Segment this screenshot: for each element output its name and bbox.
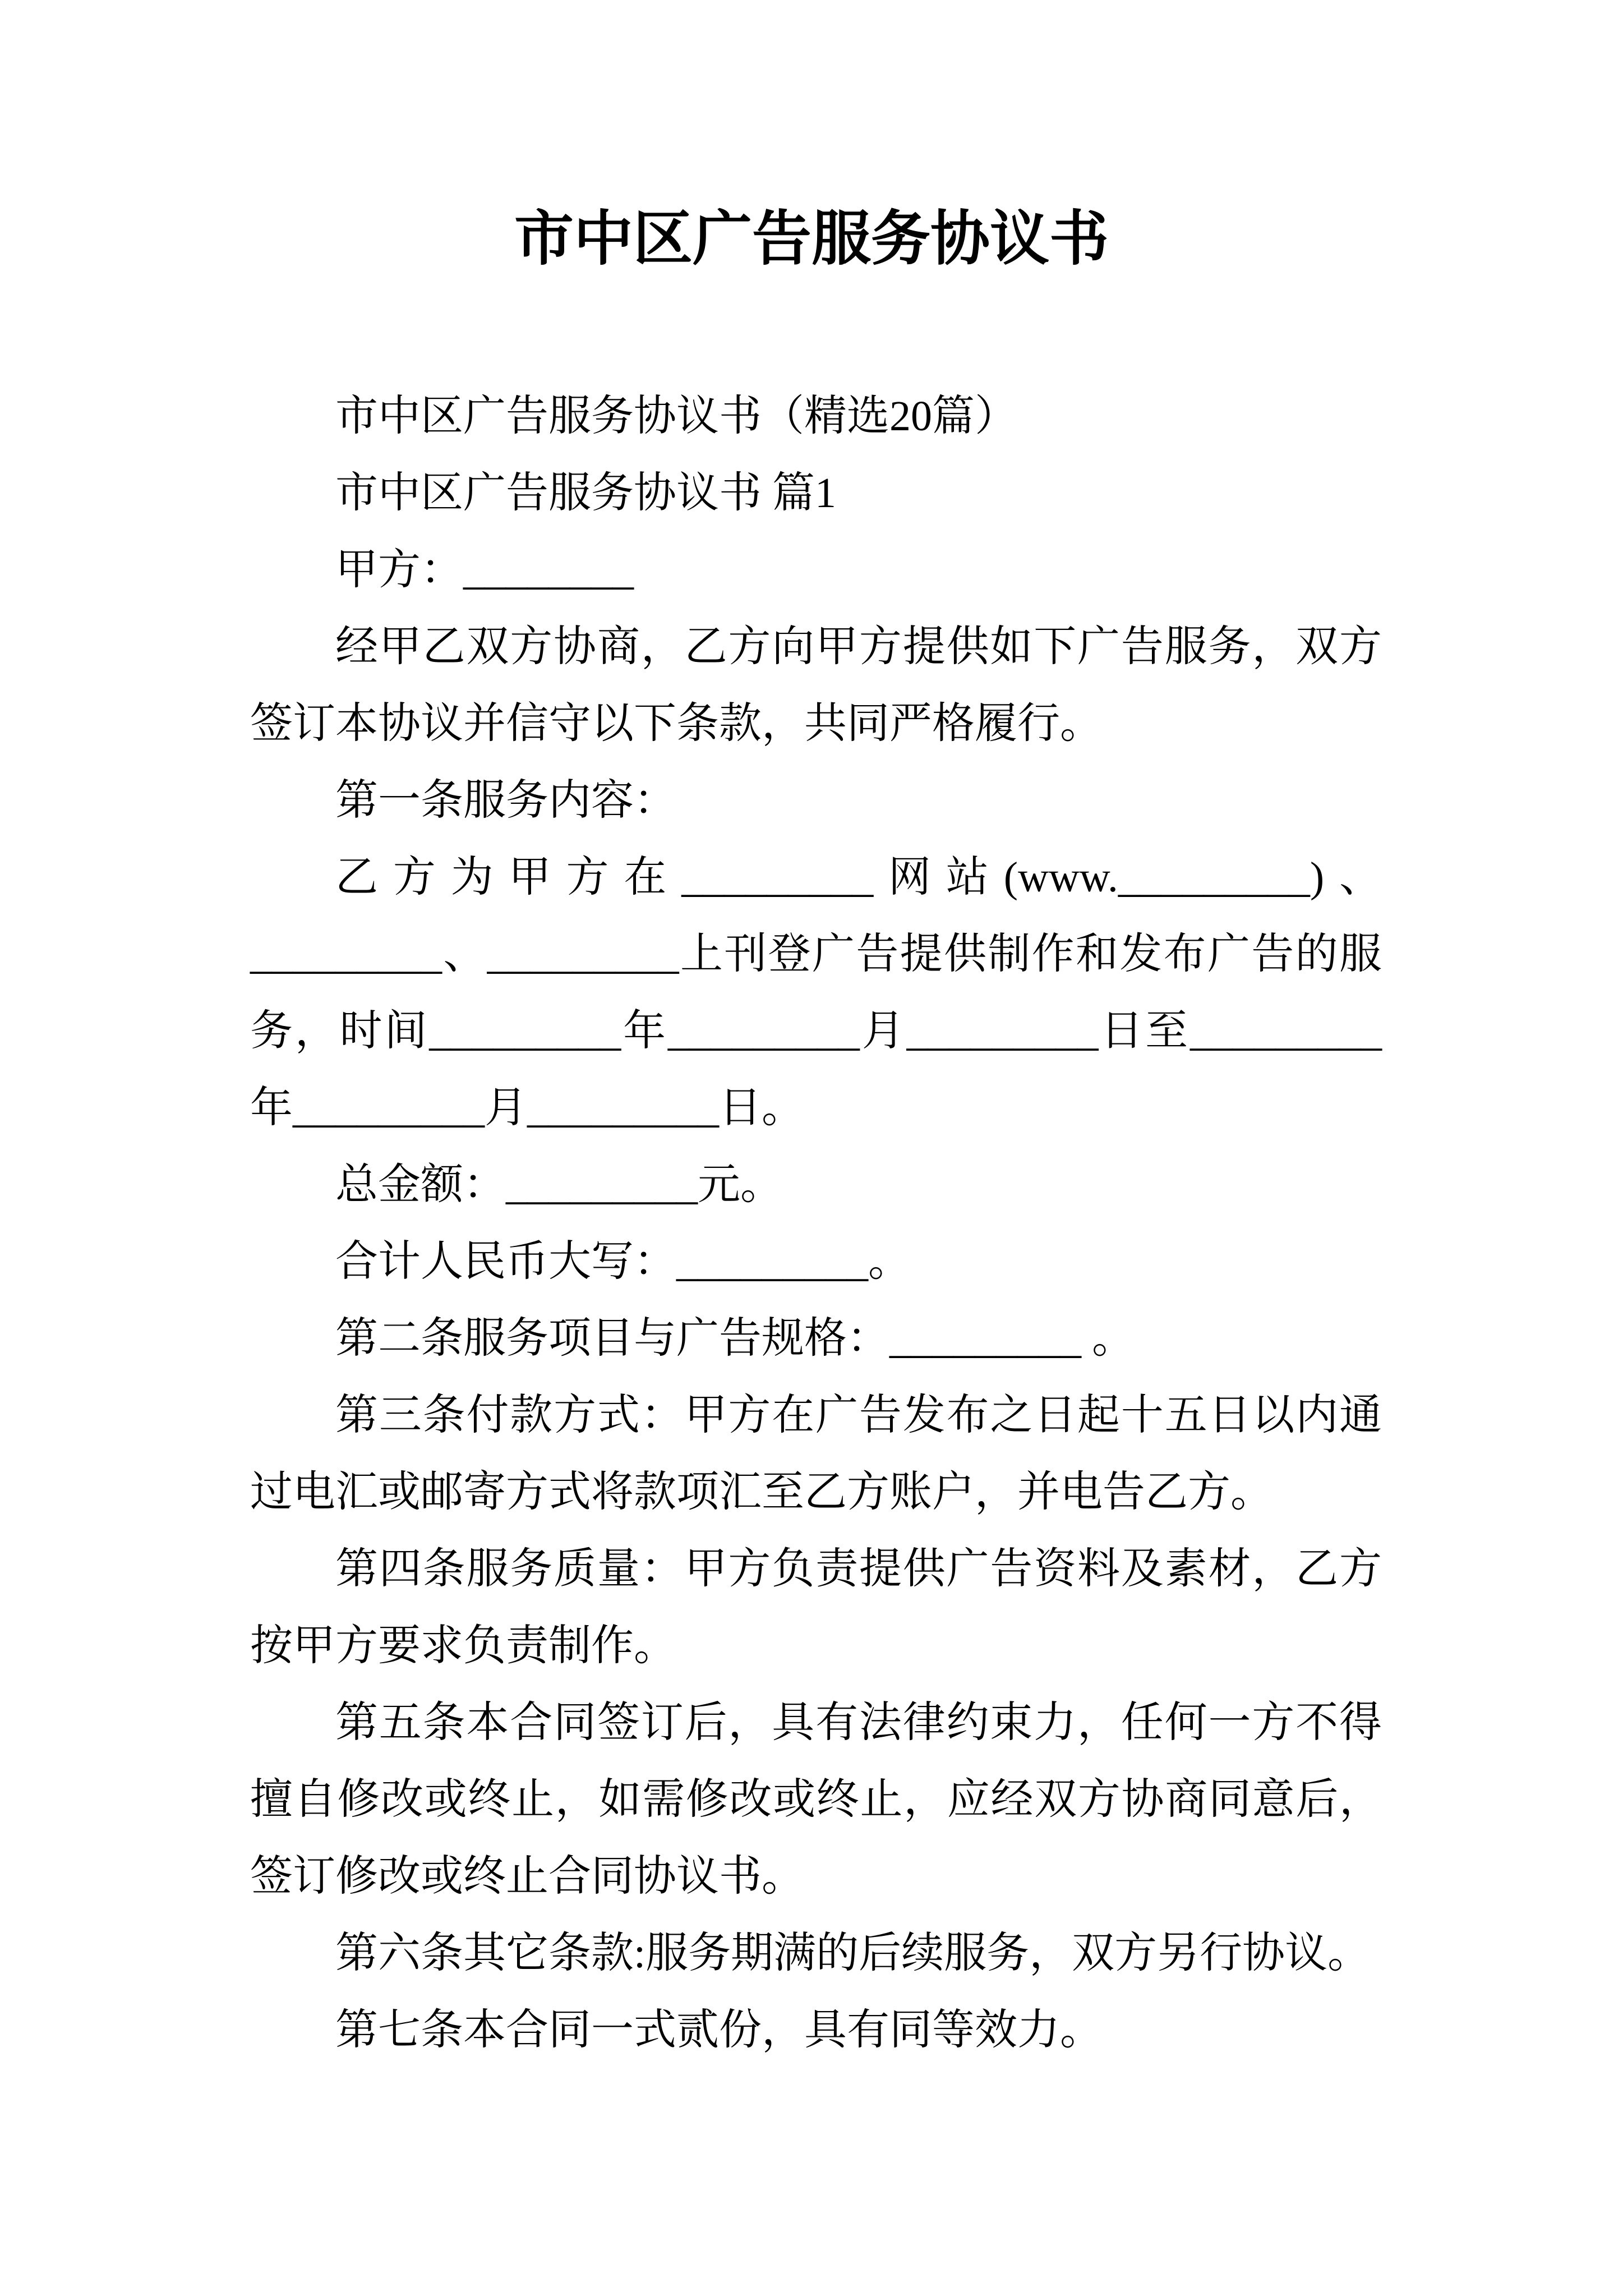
party-a-field: 甲方：________	[335, 546, 634, 593]
article-3: 第三条付款方式：甲方在广告发布之日起十五日以内通过电汇或邮寄方式将款项汇至乙方账户，并电告乙方。	[250, 1392, 1382, 1516]
collection-heading: 市中区广告服务协议书（精选20篇）	[335, 393, 1017, 440]
article-4: 第四条服务质量：甲方负责提供广告资料及素材，乙方按甲方要求负责制作。	[250, 1545, 1382, 1669]
article-2: 第二条服务项目与广告规格：_________ 。	[335, 1315, 1135, 1362]
article-6: 第六条其它条款:服务期满的后续服务，双方另行协议。	[335, 1930, 1371, 1977]
article-7: 第七条本合同一式贰份，具有同等效力。	[335, 2007, 1103, 2054]
article-1-content: 乙方为甲方在_________网站(www._________)、_________、_________上刊登广告提供制作和发布广告的服务，时间_________年_________月_________日至_________年_________月_________日。	[250, 854, 1382, 1131]
document-title: 市中区广告服务协议书	[514, 206, 1109, 272]
section-heading: 市中区广告服务协议书 篇1	[335, 470, 836, 517]
preamble-paragraph: 经甲乙双方协商，乙方向甲方提供如下广告服务，双方签订本协议并信守以下条款，共同严格履行。	[250, 623, 1382, 747]
article-1-heading: 第一条服务内容：	[335, 777, 676, 824]
total-amount-field: 总金额：_________元。	[335, 1161, 783, 1208]
document-body	[250, 378, 1382, 2069]
amount-in-words-field: 合计人民币大写：_________。	[335, 1238, 911, 1285]
article-5: 第五条本合同签订后，具有法律约束力，任何一方不得擅自修改或终止，如需修改或终止，应经双方协商同意后，签订修改或终止合同协议书。	[250, 1699, 1382, 1900]
